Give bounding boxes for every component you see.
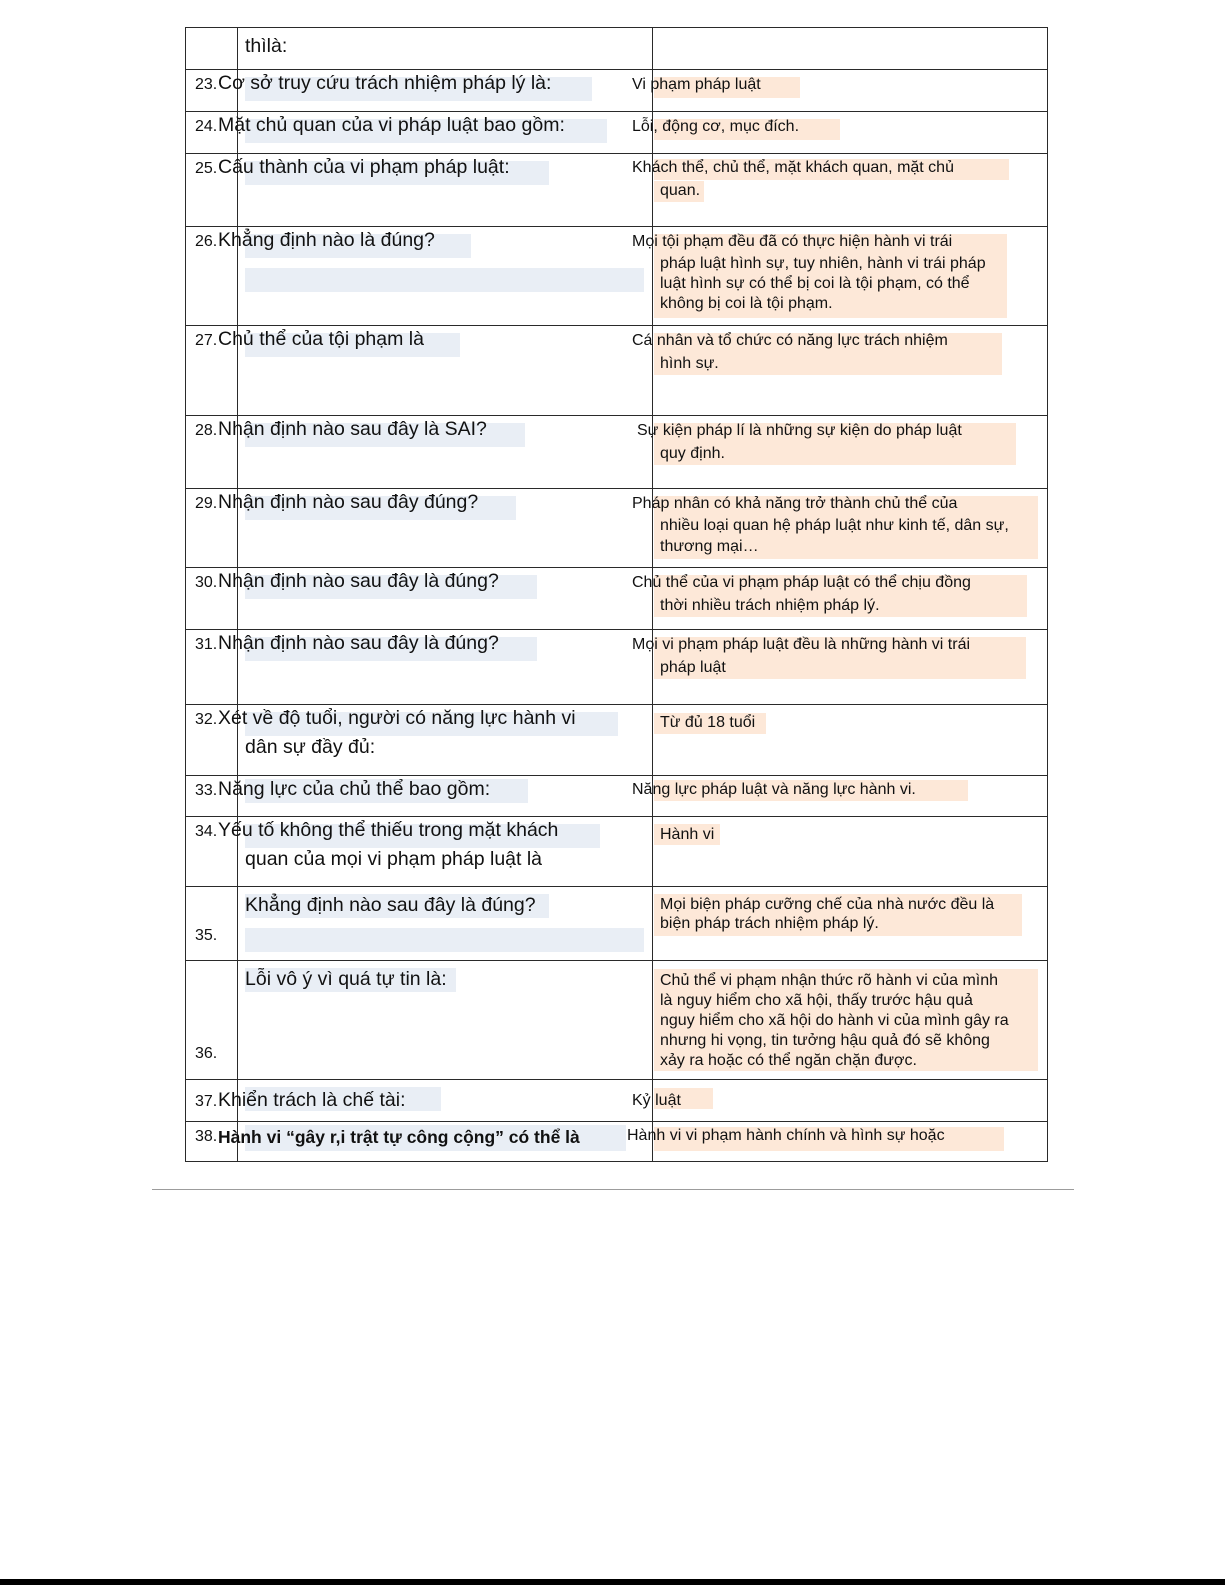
answer-line: Pháp nhân có khả năng trở thành chủ thể của (632, 495, 958, 512)
answer-line: Chủ thể vi phạm nhận thức rõ hành vi của mình (660, 972, 999, 989)
answer-text: Hành vi vi phạm hành chính và hình sự hoặc (627, 1127, 945, 1144)
answer-line: Mọi biện pháp cưỡng chế của nhà nước đều là (660, 896, 995, 913)
answer-line: Sự kiện pháp lí là những sự kiện do pháp luật (637, 422, 962, 439)
question-number: 32. (195, 711, 218, 728)
question-text: Cấu thành của vi phạm pháp luật: (218, 156, 510, 178)
row-border (185, 27, 1047, 28)
answer-line: xảy ra hoặc có thể ngăn chặn được. (660, 1052, 917, 1069)
table-left-border (185, 27, 186, 1162)
answer-line: Mọi vi phạm pháp luật đều là những hành vi trái (632, 636, 971, 653)
answer-text (632, 158, 954, 201)
answer-text (632, 573, 971, 616)
answer-text: Lỗi, động cơ, mục đích. (632, 118, 800, 135)
question-text: Xét về độ tuổi, người có năng lực hành vi (218, 707, 576, 729)
answer-line: quan. (660, 182, 701, 199)
question-number: 25. (195, 160, 218, 177)
answer-text (637, 421, 962, 464)
question-text: Nhận định nào sau đây đúng? (218, 491, 479, 513)
question-text: Lỗi vô ý vì quá tự tin là: (245, 968, 447, 990)
question-number: 29. (195, 495, 218, 512)
answer-line: quy định. (660, 445, 725, 462)
question-number: 33. (195, 782, 218, 799)
answer-line: nhưng hi vọng, tin tưởng hậu quả đó sẽ không (660, 1032, 990, 1049)
answer-text: Kỷ luật (632, 1092, 681, 1109)
answer-line: không bị coi là tội phạm. (660, 295, 833, 312)
answer-line: Mọi tội phạm đều đã có thực hiện hành vi trái (632, 233, 953, 250)
question-number: 36. (195, 1045, 218, 1062)
question-number: 28. (195, 422, 218, 439)
row-border (185, 1121, 1047, 1122)
answer-text (660, 895, 994, 933)
answer-line: pháp luật hình sự, tuy nhiên, hành vi trái pháp (660, 255, 986, 272)
answer-text (632, 635, 970, 678)
answer-line: nguy hiểm cho xã hội do hành vi của mình gây ra (660, 1012, 1009, 1029)
answer-line: luật hình sự có thể bị coi là tội phạm, có thể (660, 275, 970, 292)
answer-line: là nguy hiểm cho xã hội, thấy trước hậu quả (660, 992, 973, 1009)
question-text: Nhận định nào sau đây là SAI? (218, 418, 487, 440)
question-number: 27. (195, 332, 218, 349)
answer-text: Hành vi (660, 826, 715, 843)
answer-line: Chủ thể của vi phạm pháp luật có thể chịu đồng (632, 574, 971, 591)
answer-line: Khách thể, chủ thể, mặt khách quan, mặt chủ (632, 159, 954, 176)
answer-text: Năng lực pháp luật và năng lực hành vi. (632, 781, 916, 798)
question-text-continued: quan của mọi vi phạm pháp luật là (245, 848, 543, 870)
table-bottom-border (185, 1161, 1047, 1162)
answer-text (632, 331, 948, 374)
question-text: Chủ thể của tội phạm là (218, 328, 424, 350)
answer-line: thời nhiều trách nhiệm pháp lý. (660, 597, 880, 614)
answer-line: Cá nhân và tổ chức có năng lực trách nhiệm (632, 332, 948, 349)
question-text: Cơ sở truy cứu trách nhiệm pháp lý là: (218, 72, 552, 94)
answer-text: Vi phạm pháp luật (632, 76, 761, 93)
question-number: 34. (195, 823, 218, 840)
bottom-edge-bar (0, 1579, 1225, 1585)
answer-line: pháp luật (660, 659, 726, 676)
question-text: Năng lực của chủ thể bao gồm: (218, 778, 491, 800)
question-highlight (245, 928, 644, 952)
row-border (185, 886, 1047, 887)
answer-line: thương mại… (660, 538, 759, 555)
answer-text (632, 232, 986, 314)
question-text: Mặt chủ quan của vi pháp luật bao gồm: (218, 114, 565, 136)
answer-line: biện pháp trách nhiệm pháp lý. (660, 915, 879, 932)
question-text: Nhận định nào sau đây là đúng? (218, 570, 499, 592)
question-text: Yếu tố không thể thiếu trong mặt khách (218, 819, 559, 841)
question-text: Khẳng định nào là đúng? (218, 229, 435, 251)
question-number: 31. (195, 636, 218, 653)
question-text-continued: dân sự đầy đủ: (245, 736, 376, 758)
question-number: 38. (195, 1128, 218, 1145)
question-text: Nhận định nào sau đây là đúng? (218, 632, 499, 654)
question-number: 37. (195, 1093, 218, 1110)
row-border (185, 1079, 1047, 1080)
question-text: thìlà: (245, 35, 288, 57)
answer-line: hình sự. (660, 355, 719, 372)
answer-text (660, 971, 1009, 1071)
question-number: 30. (195, 574, 218, 591)
row-border (185, 960, 1047, 961)
question-highlight (245, 268, 644, 292)
page-separator (152, 1189, 1074, 1190)
question-text: Khiển trách là chế tài: (218, 1089, 406, 1111)
table-right-border (1047, 27, 1048, 1162)
question-text: Hành vi “gây r,i trật tự công cộng” có thể là (218, 1127, 580, 1147)
question-number: 24. (195, 118, 218, 135)
answer-text (632, 494, 1009, 557)
answer-line: nhiều loại quan hệ pháp luật như kinh tế, dân sự, (660, 517, 1009, 534)
question-number: 35. (195, 927, 218, 944)
answer-text: Từ đủ 18 tuổi (660, 714, 756, 731)
question-number: 26. (195, 233, 218, 250)
question-text: Khẳng định nào sau đây là đúng? (245, 894, 536, 916)
question-number: 23. (195, 76, 218, 93)
